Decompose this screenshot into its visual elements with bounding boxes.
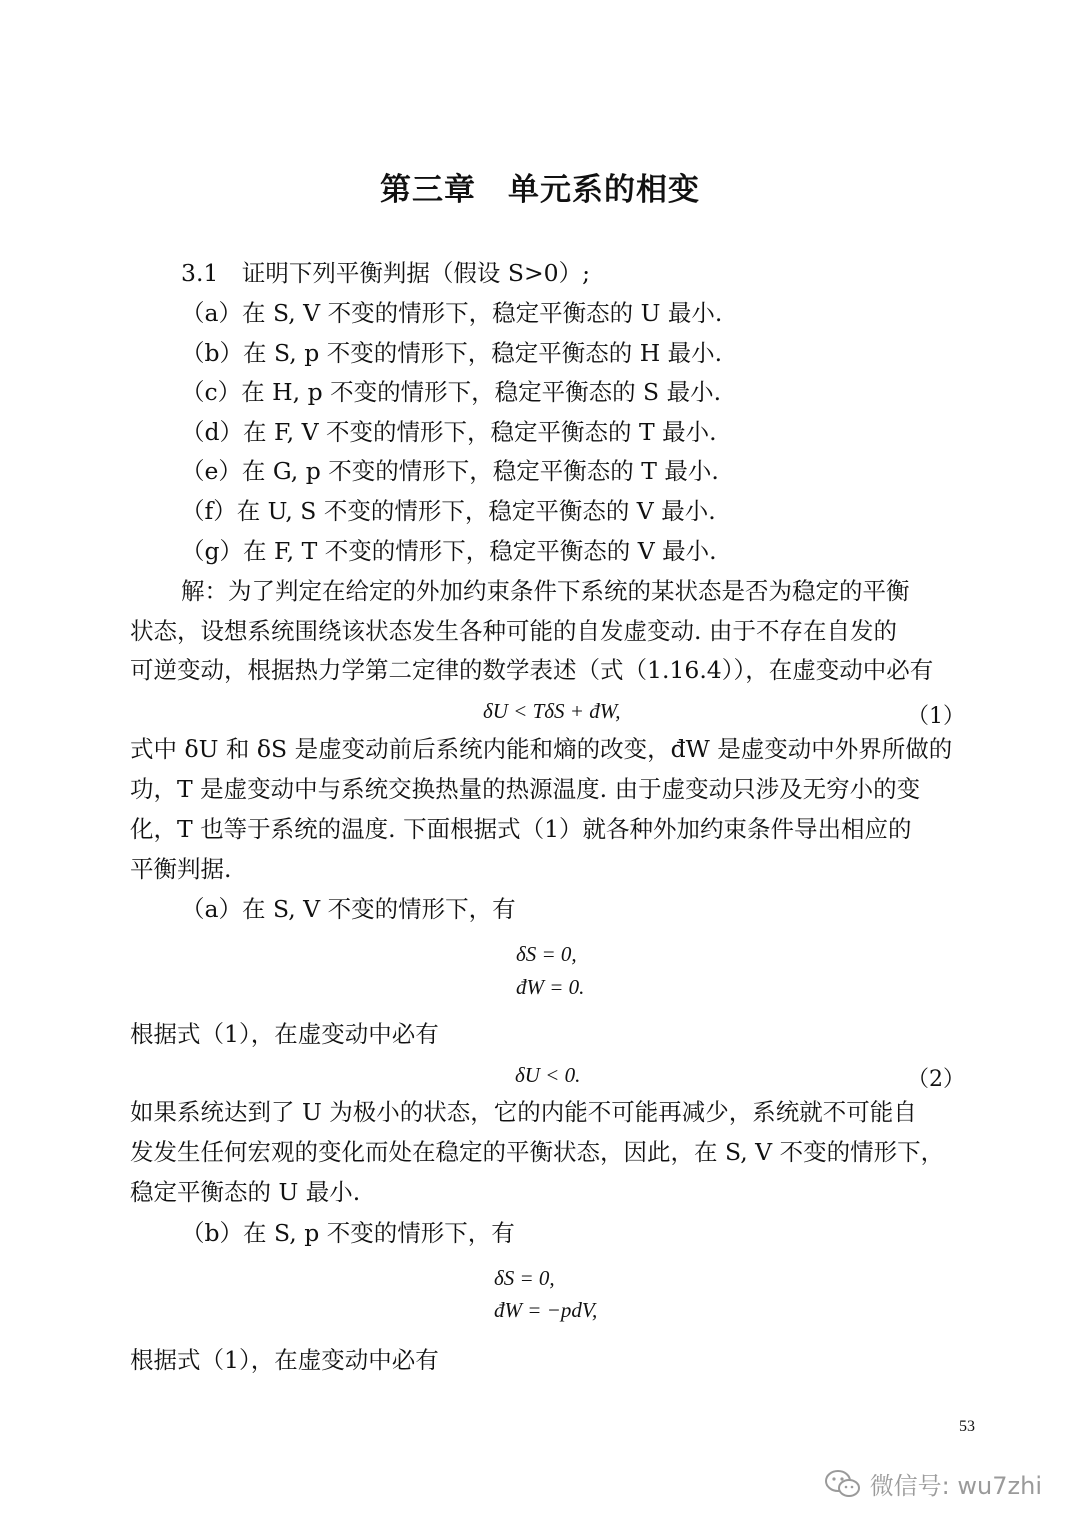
equation-1: δU < TδS + đW, [483,699,621,723]
page-number: 53 [959,1418,975,1435]
watermark-text: 微信号: wu7zhi [869,1472,1042,1500]
equation-number: （2） [907,1067,965,1092]
solution-line: 如果系统达到了 U 为极小的状态，它的内能不可能再减少，系统就不可能自 [130,1098,917,1126]
equation: đW = −pdV, [494,1298,598,1322]
solution-line: 平衡判据. [130,855,232,883]
equation: đW = 0. [516,975,585,999]
solution-line: 根据式（1），在虚变动中必有 [130,1020,439,1048]
problem-item: （e）在 G, p 不变的情形下，稳定平衡态的 T 最小. [181,457,719,485]
wechat-icon [824,1469,862,1499]
solution-line: 可逆变动，根据热力学第二定律的数学表述（式（1.16.4）），在虚变动中必有 [130,656,934,684]
problem-item: （d）在 F, V 不变的情形下，稳定平衡态的 T 最小. [181,418,717,446]
case-heading: （b）在 S, p 不变的情形下，有 [181,1219,515,1247]
problem-item: （f）在 U, S 不变的情形下，稳定平衡态的 V 最小. [181,497,716,525]
watermark [824,1466,1042,1501]
problem-header: 3.1 证明下列平衡判据（假设 S>0）; [181,259,591,287]
problem-item: （a）在 S, V 不变的情形下，稳定平衡态的 U 最小. [181,299,723,327]
solution-line: 发发生任何宏观的变化而处在稳定的平衡状态，因此，在 S, V 不变的情形下， [130,1138,945,1166]
solution-line: 解：为了判定在给定的外加约束条件下系统的某状态是否为稳定的平衡 [181,577,910,605]
equation-2: δU < 0. [515,1063,581,1087]
solution-line: 状态，设想系统围绕该状态发生各种可能的自发虚变动. 由于不存在自发的 [130,617,897,645]
solution-line: 功，T 是虚变动中与系统交换热量的热源温度. 由于虚变动只涉及无穷小的变 [130,775,921,803]
solution-line: 式中 δU 和 δS 是虚变动前后系统内能和熵的改变，đW 是虚变动中外界所做的 [130,735,953,763]
problem-item: （c）在 H, p 不变的情形下，稳定平衡态的 S 最小. [181,378,722,406]
equation-number: （1） [907,704,965,729]
solution-line: 化，T 也等于系统的温度. 下面根据式（1）就各种外加约束条件导出相应的 [130,815,912,843]
chapter-title: 第三章 单元系的相变 [380,172,700,208]
equation: δS = 0, [494,1266,555,1290]
problem-item: （b）在 S, p 不变的情形下，稳定平衡态的 H 最小. [181,339,723,367]
problem-item: （g）在 F, T 不变的情形下，稳定平衡态的 V 最小. [181,537,717,565]
case-heading: （a）在 S, V 不变的情形下，有 [181,895,516,923]
solution-line: 根据式（1），在虚变动中必有 [130,1346,439,1374]
equation: δS = 0, [516,942,577,966]
solution-line: 稳定平衡态的 U 最小. [130,1178,361,1206]
